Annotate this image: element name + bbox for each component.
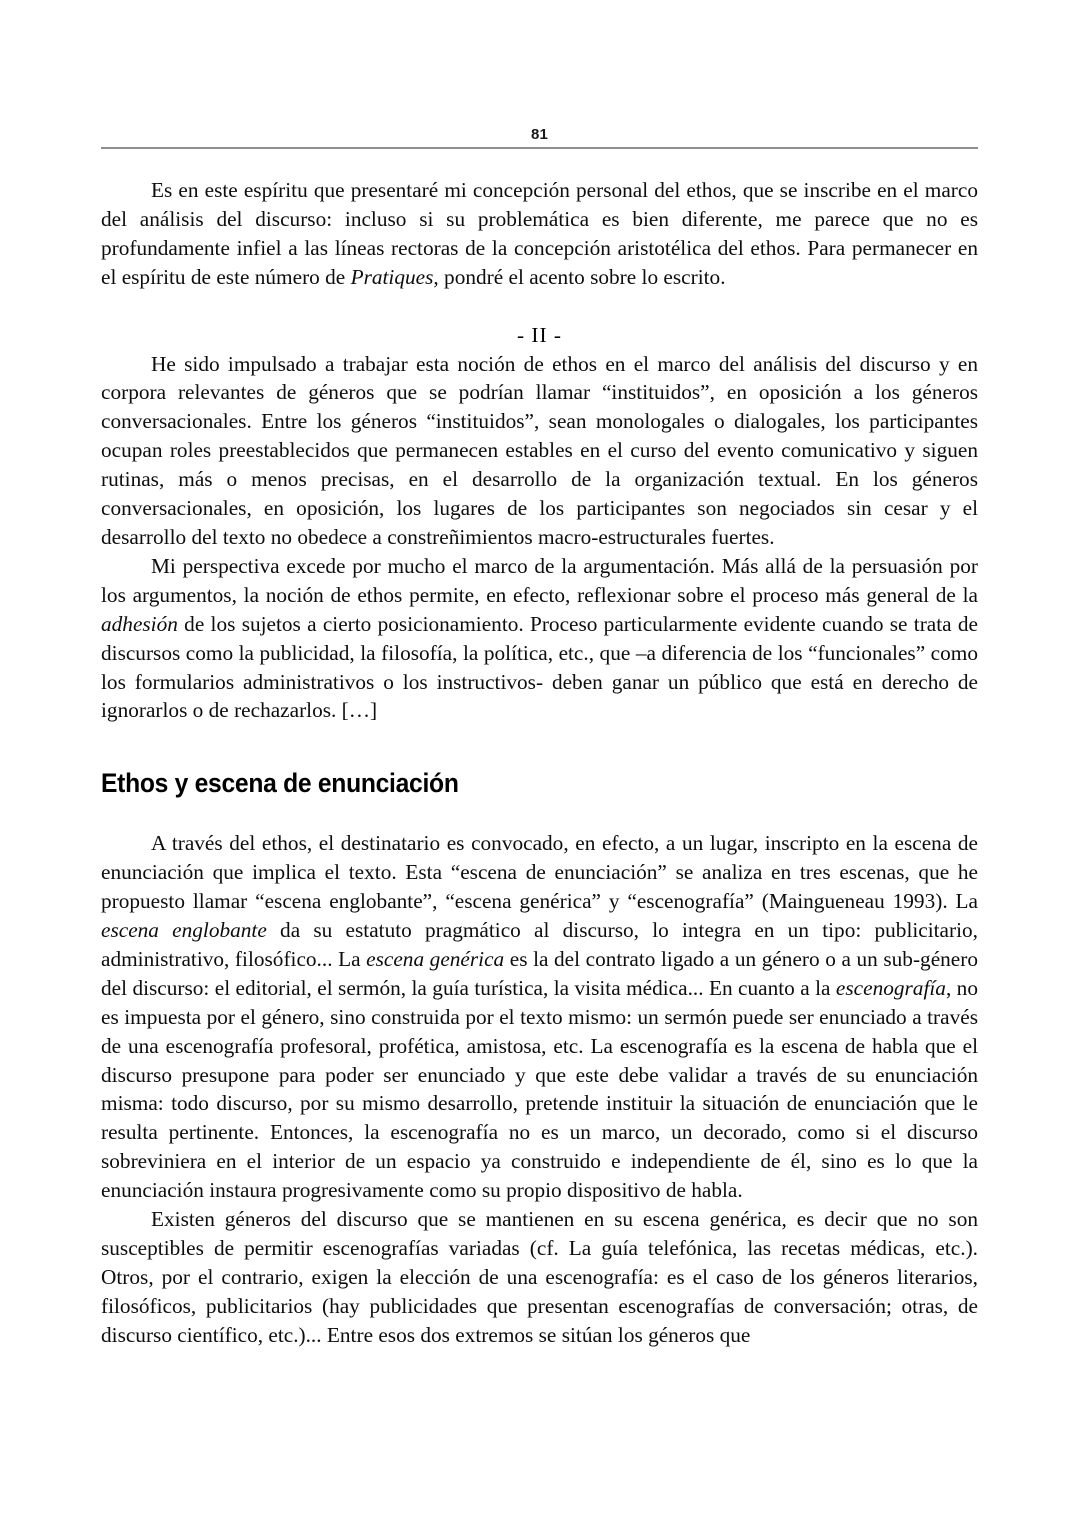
paragraph-generos-instituidos: He sido impulsado a trabajar esta noción de ethos en el marco del análisis del discurso y en corpora relevantes de géneros que se podrían llamar “instituidos”, en oposición a los géneros conversacionales. Entre los géneros “instituidos”, sean monologales o dialogales, los participantes ocupan roles preestablecidos que permanecen estables en el curso del evento comunicativo y siguen rutinas, más o menos precisas, en el desarrollo de la organización textual. En los géneros conversacionales, en oposición, los lugares de los participantes son negociados sin cesar y el desarrollo del texto no obedece a constreñimientos macro-estructurales fuertes. bbox=[101, 351, 978, 549]
text-column bbox=[101, 176, 978, 1350]
page-header bbox=[101, 126, 978, 149]
paragraph-escena-text-b: da su estatuto pragmático al discurso, lo integra en un tipo: publicitario, administrativo, filosófico... La bbox=[101, 918, 978, 971]
paragraph-perspectiva-text-a: Mi perspectiva excede por mucho el marco de la argumentación. Más allá de la persuasión por los argumentos, la noción de ethos permite, en efecto, reflexionar sobre el proceso más general de la bbox=[101, 553, 978, 607]
paragraph-intro bbox=[101, 176, 978, 292]
page-number: 81 bbox=[530, 126, 549, 143]
section-number-heading: - II - bbox=[516, 322, 563, 347]
emphasis-escenografia: escenografía bbox=[835, 975, 946, 1000]
paragraph-escena-enunciacion bbox=[101, 829, 978, 1205]
emphasis-pratiques: Pratiques bbox=[350, 264, 434, 289]
paragraph-intro-text: Es en este espíritu que presentaré mi concepción personal del ethos, que se inscribe en el marco del análisis del discurso: incluso si su problemática es bien diferente, me parece que no es profundamente infiel a las líneas rectoras de la concepción aristotélica del ethos. Para permanecer en el espíritu de este número de bbox=[101, 178, 978, 289]
paragraph-perspectiva-adhesion bbox=[101, 552, 978, 725]
emphasis-escena-englobante: escena englobante bbox=[101, 918, 267, 943]
emphasis-adhesion: adhesión bbox=[101, 611, 178, 636]
emphasis-escena-generica: escena genérica bbox=[366, 946, 505, 971]
paragraph-escena-text-a: A través del ethos, el destinatario es convocado, en efecto, a un lugar, inscripto en la escena de enunciación que implica el texto. Esta “escena de enunciación” se analiza en tres escenas, que he propuesto llamar “escena englobante”, “escena genérica” y “escenografía” (Maingueneau 1993). La bbox=[101, 831, 978, 914]
paragraph-intro-tail: , pondré el acento sobre lo escrito. bbox=[433, 264, 726, 289]
section-title-ethos-escena: Ethos y escena de enunciación bbox=[101, 768, 459, 799]
section-heading-block bbox=[101, 768, 978, 798]
header-divider-rule bbox=[101, 147, 978, 149]
paragraph-escena-text-d: , no es impuesta por el género, sino construida por el texto mismo: un sermón puede ser enunciado a través de una escenografía profesoral, profética, amistosa, etc. La escenografía es la escena de habla que el discurso presupone para poder ser enunciado y que este debe validar a través de su enunciación misma: todo discurso, por su mismo desarrollo, pretende instituir la situación de enunciación que le resulta pertinente. Entonces, la escenografía no es un marco, un decorado, como si el discurso sobreviniera en el interior de un espacio ya construido e independiente de él, sino es lo que la enunciación instaura progresivamente como su propio dispositivo de habla. bbox=[101, 975, 978, 1203]
paragraph-generos-escena-generica: Existen géneros del discurso que se mantienen en su escena genérica, es decir que no son susceptibles de permitir escenografías variadas (cf. La guía telefónica, las recetas médicas, etc.). Otros, por el contrario, exigen la elección de una escenografía: es el caso de los géneros literarios, filosóficos, publicitarios (hay publicidades que presentan escenografías de conversación; otras, de discurso científico, etc.)... Entre esos dos extremos se sitúan los géneros que bbox=[101, 1207, 978, 1347]
paragraph-perspectiva-text-b: de los sujetos a cierto posicionamiento. Proceso particularmente evidente cuando se trata de discursos como la publicidad, la filosofía, la política, etc., que –a diferencia de los “funcionales” como los formularios administrativos o los instructivos- deben ganar un público que está en derecho de ignorarlos o de rechazarlos. […] bbox=[101, 611, 978, 723]
paragraph-escena-text-c: es la del contrato ligado a un género o a un sub-género del discurso: el editorial, el sermón, la guía turística, la visita médica... En cuanto a la bbox=[101, 946, 978, 1000]
